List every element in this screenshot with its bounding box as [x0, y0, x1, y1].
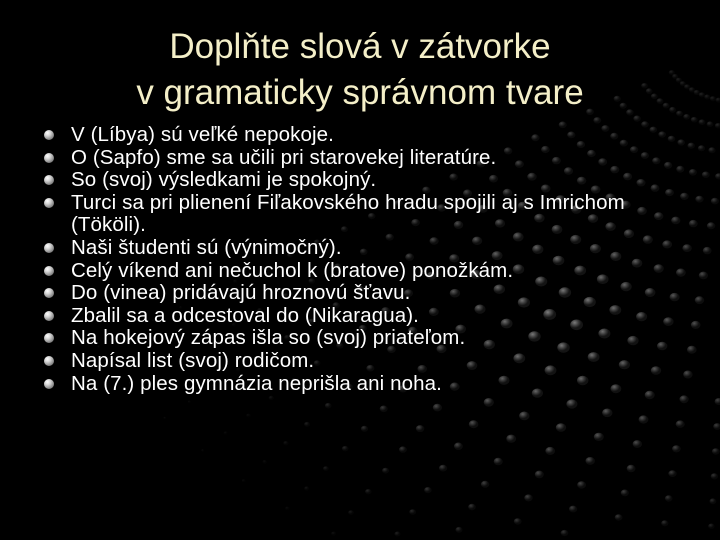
background-dot [201, 449, 204, 452]
background-dot [710, 96, 716, 101]
background-dot [242, 479, 246, 482]
background-dot [633, 440, 642, 448]
background-dot [621, 490, 629, 497]
background-dot [665, 495, 673, 501]
background-dot [715, 398, 720, 405]
background-dot [711, 473, 718, 479]
background-dot [577, 481, 586, 488]
bullet-text: Napísal list (svoj) rodičom. [71, 348, 315, 372]
background-dot [699, 272, 708, 280]
background-dot [224, 431, 228, 434]
list-item [44, 124, 684, 147]
slide-title [60, 24, 660, 116]
sphere-bullet-icon [44, 153, 54, 163]
background-dot [395, 532, 401, 537]
sphere-bullet-icon [44, 311, 54, 321]
background-dot [481, 481, 489, 488]
background-dot [702, 172, 710, 178]
list-item [44, 282, 684, 305]
background-dot [323, 466, 329, 471]
background-dot [704, 95, 710, 100]
background-dot [668, 470, 676, 477]
background-dot [676, 420, 685, 427]
background-dot [331, 532, 336, 536]
background-dot [602, 409, 612, 418]
background-dot [672, 445, 681, 452]
sphere-bullet-icon [44, 379, 54, 389]
bullet-text: Zbalil sa a odcestoval do (Nikaragua). [71, 303, 419, 327]
bullet-text: Celý víkend ani nečuchol k (bratove) ponožkám. [71, 258, 514, 282]
bullet-text: Na (7.) ples gymnázia neprišla ani noha. [71, 371, 442, 395]
background-dot [639, 415, 649, 423]
sphere-bullet-icon [44, 266, 54, 276]
background-dot [691, 117, 698, 123]
background-dot [715, 123, 720, 128]
background-dot [561, 530, 569, 536]
background-dot [627, 465, 636, 472]
background-dot [506, 435, 516, 443]
list-item [44, 373, 684, 396]
background-dot [663, 103, 670, 109]
title-line-2: v gramaticky správnom tvare [136, 73, 584, 112]
background-dot [325, 403, 332, 409]
background-dot [246, 414, 251, 418]
list-item [44, 147, 684, 170]
sphere-bullet-icon [44, 175, 54, 185]
background-dot [713, 423, 720, 430]
bullet-text: V (Líbya) sú veľké nepokoje. [71, 123, 334, 146]
sphere-bullet-icon [44, 198, 54, 208]
list-item [44, 260, 684, 283]
background-dot [708, 524, 714, 529]
list-item [44, 350, 684, 373]
background-dot [535, 471, 544, 479]
bullet-list [44, 124, 684, 395]
background-dot [680, 395, 689, 403]
background-dot [416, 425, 424, 432]
background-dot [699, 119, 706, 125]
background-dot [454, 443, 463, 450]
sphere-bullet-icon [44, 243, 54, 253]
list-item [44, 327, 684, 350]
background-dot [716, 98, 720, 103]
background-dot [569, 506, 577, 513]
background-dot [494, 458, 503, 466]
background-dot [545, 447, 555, 455]
background-dot [707, 121, 714, 127]
sphere-bullet-icon [44, 356, 54, 366]
background-dot [691, 321, 701, 329]
background-dot [703, 247, 712, 254]
background-dot [669, 107, 676, 113]
bullet-text: So (svoj) výsledkami je spokojný. [71, 168, 377, 192]
background-dot [484, 398, 494, 407]
bullet-text: Turci sa pri plienení Fiľakovského hradu spojili aj s Imrichom (Tököli). [71, 190, 625, 237]
background-dot [556, 423, 566, 432]
background-dot [633, 116, 640, 122]
background-dot [688, 143, 695, 149]
background-dot [269, 396, 274, 400]
background-dot [586, 457, 595, 465]
background-dot [399, 446, 407, 452]
background-dot [304, 486, 309, 490]
background-dot [676, 111, 683, 117]
bullet-text: Do (vinea) pridávajú hroznovú šťavu. [71, 281, 411, 305]
background-dot [695, 296, 704, 304]
background-dot [365, 489, 371, 494]
list-item [44, 192, 684, 237]
background-dot [711, 198, 719, 205]
list-item [44, 237, 684, 260]
background-dot [708, 147, 715, 153]
background-dot [163, 417, 166, 419]
background-dot [698, 145, 705, 151]
background-dot [433, 404, 442, 412]
background-dot [695, 196, 703, 203]
title-line-1: Doplňte slová v zátvorke [169, 27, 551, 66]
background-dot [707, 222, 715, 229]
background-dot [439, 465, 447, 472]
background-dot [710, 498, 717, 504]
background-dot [687, 346, 697, 354]
background-dot [715, 173, 720, 179]
background-dot [593, 117, 601, 123]
list-item [44, 169, 684, 192]
background-dot [380, 406, 388, 413]
background-dot [469, 420, 479, 428]
background-dot [188, 401, 191, 404]
background-dot [304, 422, 310, 427]
background-dot [361, 426, 368, 432]
background-dot [514, 518, 522, 524]
background-dot [382, 468, 389, 474]
background-dot [594, 433, 604, 441]
background-dot [468, 504, 476, 510]
background-dot [615, 514, 623, 520]
sphere-bullet-icon [44, 130, 54, 140]
background-dot [683, 371, 692, 379]
background-dot [519, 412, 529, 421]
background-dot [285, 507, 289, 511]
background-dot [712, 448, 720, 454]
background-dot [456, 527, 463, 533]
background-dot [689, 169, 697, 176]
sphere-bullet-icon [44, 333, 54, 343]
bullet-text: Naši študenti sú (výnimočný). [71, 235, 342, 259]
background-dot [524, 494, 532, 501]
background-dot [683, 114, 690, 120]
background-dot [424, 487, 431, 493]
background-dot [348, 510, 354, 515]
list-item [44, 305, 684, 328]
background-dot [263, 460, 267, 464]
background-dot [699, 92, 705, 97]
bullet-text: Na hokejový zápas išla so (svoj) priateľom. [71, 326, 466, 350]
background-dot [342, 446, 349, 451]
background-dot [661, 520, 668, 526]
background-dot [409, 509, 416, 515]
sphere-bullet-icon [44, 288, 54, 298]
bullet-text: O (Sapfo) sme sa učili pri starovekej literatúre. [71, 145, 497, 169]
background-dot [689, 220, 698, 227]
background-dot [566, 399, 577, 408]
background-dot [283, 441, 288, 445]
